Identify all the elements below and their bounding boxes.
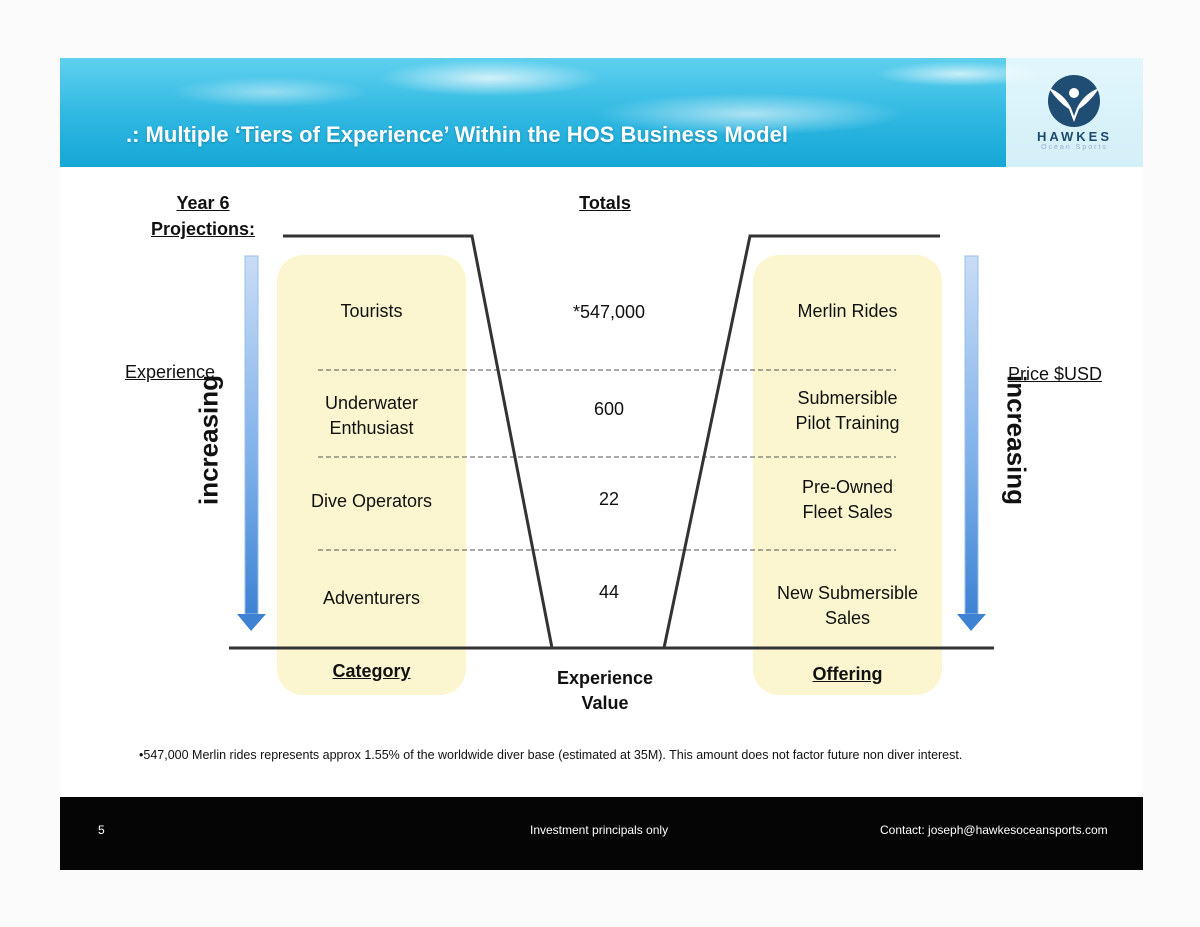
category-adventurers: Adventurers <box>322 588 421 608</box>
left-arrow-head-icon <box>237 614 266 631</box>
experience-axis-label: Experience <box>125 362 216 382</box>
offering-pilot-training: Submersible Pilot Training <box>795 388 900 433</box>
category-dive-operators: Dive Operators <box>310 491 433 511</box>
offering-fleet-sales: Pre-Owned Fleet Sales <box>801 477 894 522</box>
right-arrow-head-icon <box>957 614 986 631</box>
page-number: 5 <box>98 823 105 837</box>
footer-notice: Investment principals only <box>530 823 669 837</box>
logo-wordmark: HAWKES <box>1036 129 1113 144</box>
category-label: Category <box>332 661 411 681</box>
experience-increasing-label: increasing <box>193 374 224 506</box>
right-arrow-shaft <box>965 256 978 614</box>
total-dive-operators: 22 <box>598 489 620 509</box>
offering-label: Offering <box>812 664 883 684</box>
offering-new-submersible-sales: New Submersible Sales <box>776 583 919 628</box>
footer-bar <box>60 797 1143 870</box>
footer-contact: Contact: joseph@hawkesoceansports.com <box>880 823 1108 837</box>
logo-tagline: Ocean Sports <box>1041 144 1108 151</box>
offering-merlin-rides: Merlin Rides <box>797 301 898 321</box>
slide <box>60 58 1143 870</box>
category-underwater-enthusiast: Underwater Enthusiast <box>324 393 419 438</box>
experience-value-label: Experience Value <box>556 668 654 713</box>
year-label: Year 6 Projections: <box>150 193 256 239</box>
category-tourists: Tourists <box>340 301 403 321</box>
price-axis-label: Price $USD <box>1008 364 1103 384</box>
left-arrow-shaft <box>245 256 258 614</box>
totals-label: Totals <box>579 193 631 213</box>
total-tourists: *547,000 <box>572 302 646 322</box>
total-adventurers: 44 <box>598 582 620 602</box>
price-increasing-label: increasing <box>1001 374 1032 506</box>
footnote: •547,000 Merlin rides represents approx 1.55% of the worldwide diver base (estimated at 35M). This amount does not factor future non diver interest. <box>139 748 963 762</box>
total-underwater-enthusiast: 600 <box>593 399 625 419</box>
page-title: .: Multiple ‘Tiers of Experience’ Within the HOS Business Model <box>126 122 788 147</box>
